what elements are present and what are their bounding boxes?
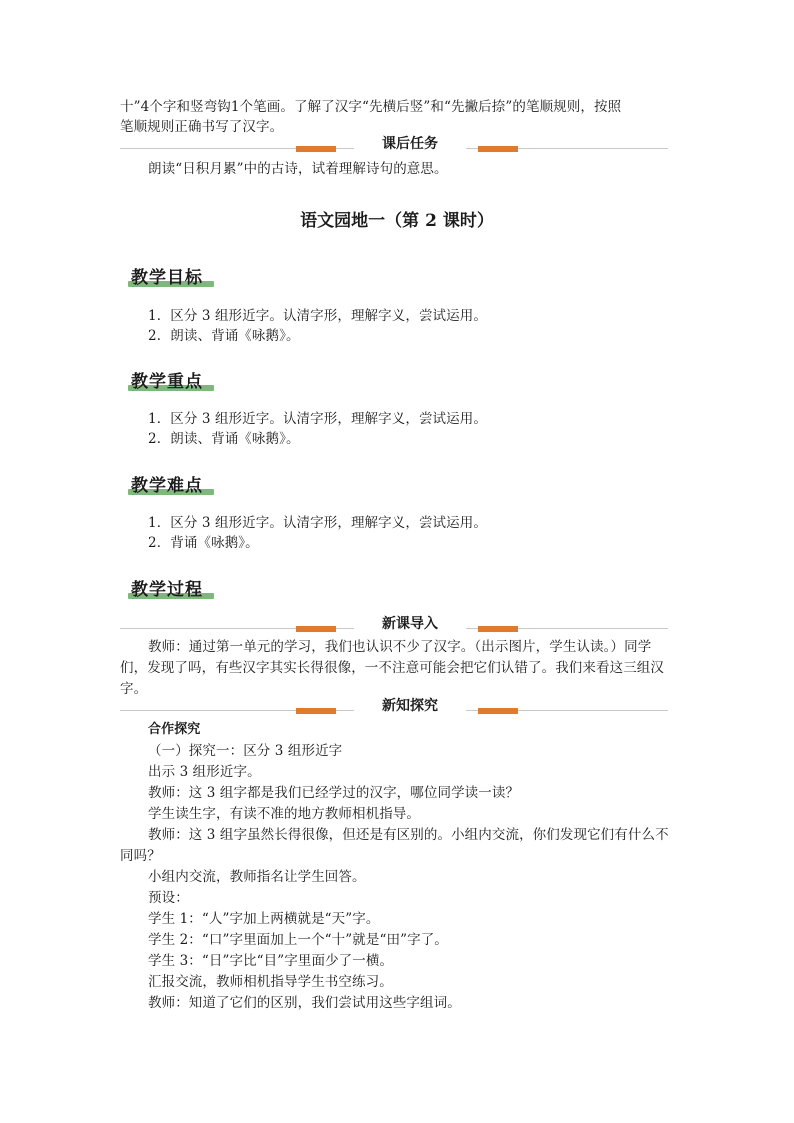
heading-key-points (128, 370, 203, 394)
explore-line-6: 同吗？ (120, 848, 161, 864)
divider-accent-right (478, 626, 518, 632)
explore-subtitle: 合作探究 (148, 722, 201, 737)
explore-line-7: 小组内交流，教师指名让学生回答。 (148, 869, 366, 885)
divider-accent-left (296, 626, 336, 632)
homework-text: 朗读“日积月累”中的古诗，试着理解诗句的意思。 (148, 161, 448, 177)
explore-line-4: 学生读生字，有读不准的地方教师相机指导。 (148, 806, 420, 822)
objective-item-1: 1．区分 3 组形近字。认清字形，理解字义，尝试运用。 (148, 308, 487, 324)
divider-accent-left (296, 708, 336, 714)
section-divider-intro (120, 618, 668, 634)
explore-line-12: 汇报交流，教师相机指导学生书空练习。 (148, 974, 393, 990)
explore-line-13: 教师：知道了它们的区别，我们尝试用这些字组词。 (148, 995, 461, 1011)
heading-objectives-text: 教学目标 (131, 268, 203, 288)
key-point-item-2: 2．朗读、背诵《咏鹅》。 (148, 431, 300, 447)
intro-text-line-1: 十”4个字和竖弯钩1个笔画。了解了汉字“先横后竖”和“先撇后捺”的笔顺规则，按照 (120, 99, 622, 115)
section-title-explore: 新知探究 (354, 697, 466, 715)
heading-process-text: 教学过程 (131, 580, 203, 600)
explore-line-3: 教师：这 3 组字都是我们已经学过的汉字，哪位同学读一读？ (148, 785, 520, 801)
objective-item-2: 2．朗读、背诵《咏鹅》。 (148, 328, 300, 344)
explore-line-1: （一）探究一：区分 3 组形近字 (148, 743, 343, 759)
difficulty-item-1: 1．区分 3 组形近字。认清字形，理解字义，尝试运用。 (148, 515, 487, 531)
heading-objectives (128, 266, 203, 290)
section-divider-homework (120, 138, 668, 154)
intro-text-line-2: 笔顺规则正确书写了汉字。 (120, 119, 284, 135)
difficulty-item-2: 2．背诵《咏鹅》。 (148, 535, 259, 551)
intro-section-line-2: 们，发现了吗，有些汉字其实长得很像，一不注意可能会把它们认错了。我们来看这三组汉 (120, 660, 664, 676)
explore-line-10: 学生 2：“口”字里面加上一个“十”就是“田”字了。 (148, 932, 448, 948)
divider-accent-right (478, 708, 518, 714)
explore-line-9: 学生 1：“人”字加上两横就是“天”字。 (148, 911, 380, 927)
heading-difficulties-text: 教学难点 (131, 476, 203, 496)
lesson-title: 语文园地一（第 2 课时） (300, 211, 494, 231)
section-title-homework: 课后任务 (354, 135, 466, 153)
section-title-intro: 新课导入 (354, 615, 466, 633)
heading-process (128, 578, 203, 602)
intro-section-line-1: 教师：通过第一单元的学习，我们也认识不少了汉字。（出示图片，学生认读。）同学 (148, 639, 652, 655)
heading-key-points-text: 教学重点 (131, 372, 203, 392)
section-divider-explore (120, 700, 668, 716)
intro-section-line-3: 字。 (120, 681, 148, 697)
explore-line-2: 出示 3 组形近字。 (148, 764, 261, 780)
explore-line-8: 预设： (148, 890, 189, 906)
explore-line-5: 教师：这 3 组字虽然长得很像，但还是有区别的。小组内交流，你们发现它们有什么不 (148, 827, 669, 843)
heading-difficulties (128, 474, 203, 498)
explore-line-11: 学生 3：“日”字比“目”字里面少了一横。 (148, 953, 394, 969)
divider-accent-left (296, 146, 336, 152)
divider-accent-right (478, 146, 518, 152)
key-point-item-1: 1．区分 3 组形近字。认清字形，理解字义，尝试运用。 (148, 411, 487, 427)
